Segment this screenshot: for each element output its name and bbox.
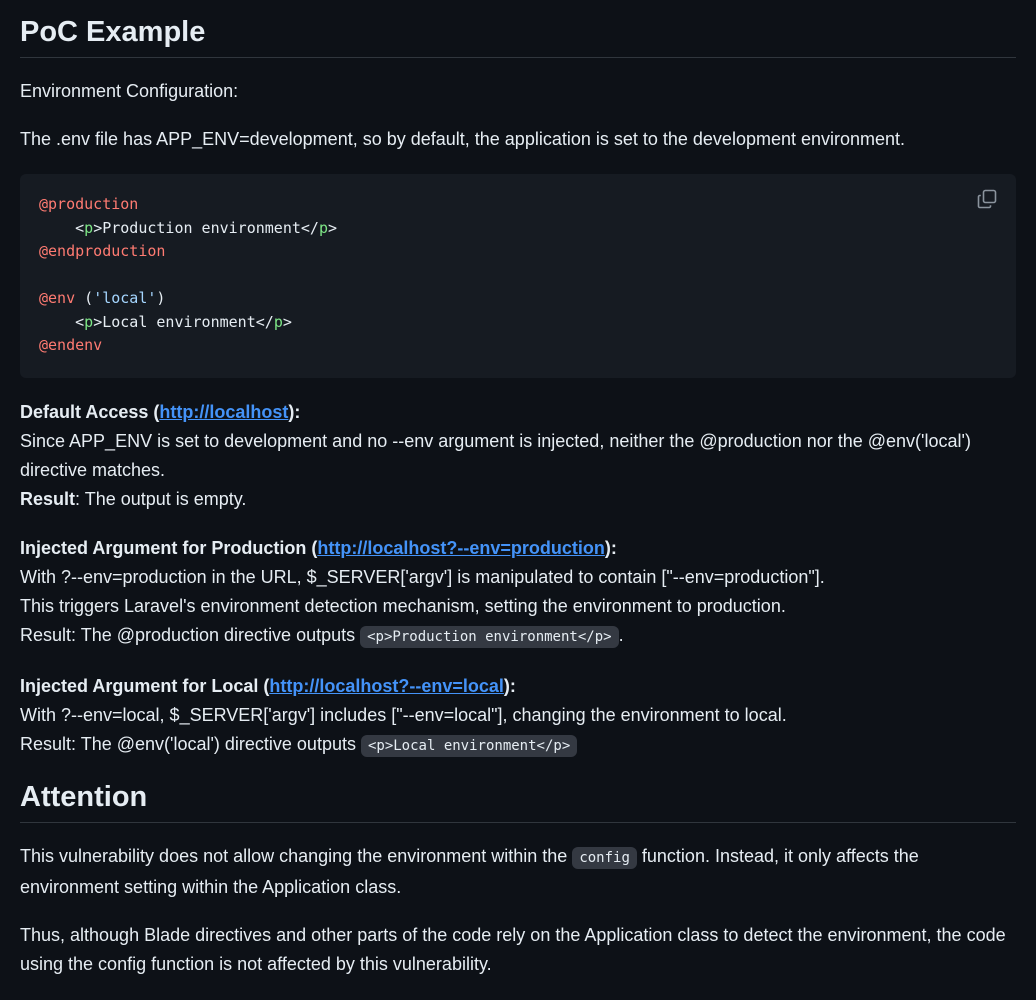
production-line-1: With ?--env=production in the URL, $_SERVER['argv'] is manipulated to contain ["--env=production"].	[20, 567, 825, 587]
code-text: )	[156, 289, 166, 307]
title-text: ):	[503, 676, 516, 696]
code-string: 'local'	[93, 289, 157, 307]
title-text: Default Access (	[20, 402, 160, 422]
code-tag: p	[84, 312, 94, 331]
code-directive: @env	[39, 289, 76, 307]
code-tag: p	[84, 218, 94, 237]
code-tag: p	[273, 312, 283, 331]
code-text: (	[75, 289, 94, 307]
localhost-link[interactable]: http://localhost	[159, 402, 289, 422]
attention-paragraph-2: Thus, although Blade directives and other parts of the code rely on the Application class to detect the environment, the code using the config function is not affected by this vulnerability.	[20, 925, 1006, 974]
default-access-section	[20, 398, 1016, 514]
poc-heading: PoC Example	[20, 0, 1016, 58]
code-text: >	[328, 218, 338, 237]
config-code: config	[572, 847, 637, 869]
local-result-code: <p>Local environment</p>	[361, 735, 577, 757]
production-result-suffix: .	[618, 625, 624, 645]
code-text: >	[282, 312, 292, 331]
attention-text: function. Instead, it only affects the environment setting within the Application class.	[20, 846, 919, 897]
result-text: : The output is empty.	[75, 489, 247, 509]
title-text: Injected Argument for Local (	[20, 676, 270, 696]
local-link[interactable]: http://localhost?--env=local	[269, 676, 504, 696]
code-text: >Production environment</	[93, 218, 319, 237]
local-result: Result: The @env('local') directive outputs	[20, 734, 361, 754]
production-title	[20, 538, 617, 558]
title-text: Injected Argument for Production (	[20, 538, 318, 558]
local-title	[20, 676, 516, 696]
result-label: Result	[20, 489, 76, 509]
local-line-1: With ?--env=local, $_SERVER['argv'] includes ["--env=local"], changing the environment to local.	[20, 705, 787, 725]
code-directive: @endproduction	[39, 242, 166, 260]
code-block	[20, 174, 1016, 378]
production-link[interactable]: http://localhost?--env=production	[317, 538, 605, 558]
title-text: ):	[604, 538, 617, 558]
attention-paragraph-1	[20, 842, 1016, 902]
code-text: >Local environment</	[93, 312, 274, 331]
production-section	[20, 534, 1016, 652]
code-text: <	[75, 312, 85, 331]
code-tag: p	[318, 218, 328, 237]
default-access-title	[20, 402, 300, 422]
copy-button[interactable]	[976, 188, 998, 210]
code-text: <	[75, 218, 85, 237]
env-config-intro: Environment Configuration:	[20, 81, 239, 101]
attention-heading: Attention	[20, 779, 1016, 823]
production-result: Result: The @production directive outputs	[20, 625, 361, 645]
production-result-code: <p>Production environment</p>	[360, 626, 618, 648]
attention-text: This vulnerability does not allow changing the environment within the	[20, 846, 573, 866]
code-directive: @production	[39, 195, 139, 213]
local-section	[20, 672, 1016, 761]
default-access-explanation: Since APP_ENV is set to development and no --env argument is injected, neither the @production nor the @env('local') directive matches.	[20, 431, 971, 480]
copy-icon	[976, 188, 998, 210]
title-text: ):	[288, 402, 301, 422]
production-line-2: This triggers Laravel's environment detection mechanism, setting the environment to production.	[20, 596, 786, 616]
env-paragraph: The .env file has APP_ENV=development, so by default, the application is set to the development environment.	[20, 129, 906, 149]
code-directive: @endenv	[39, 336, 103, 354]
